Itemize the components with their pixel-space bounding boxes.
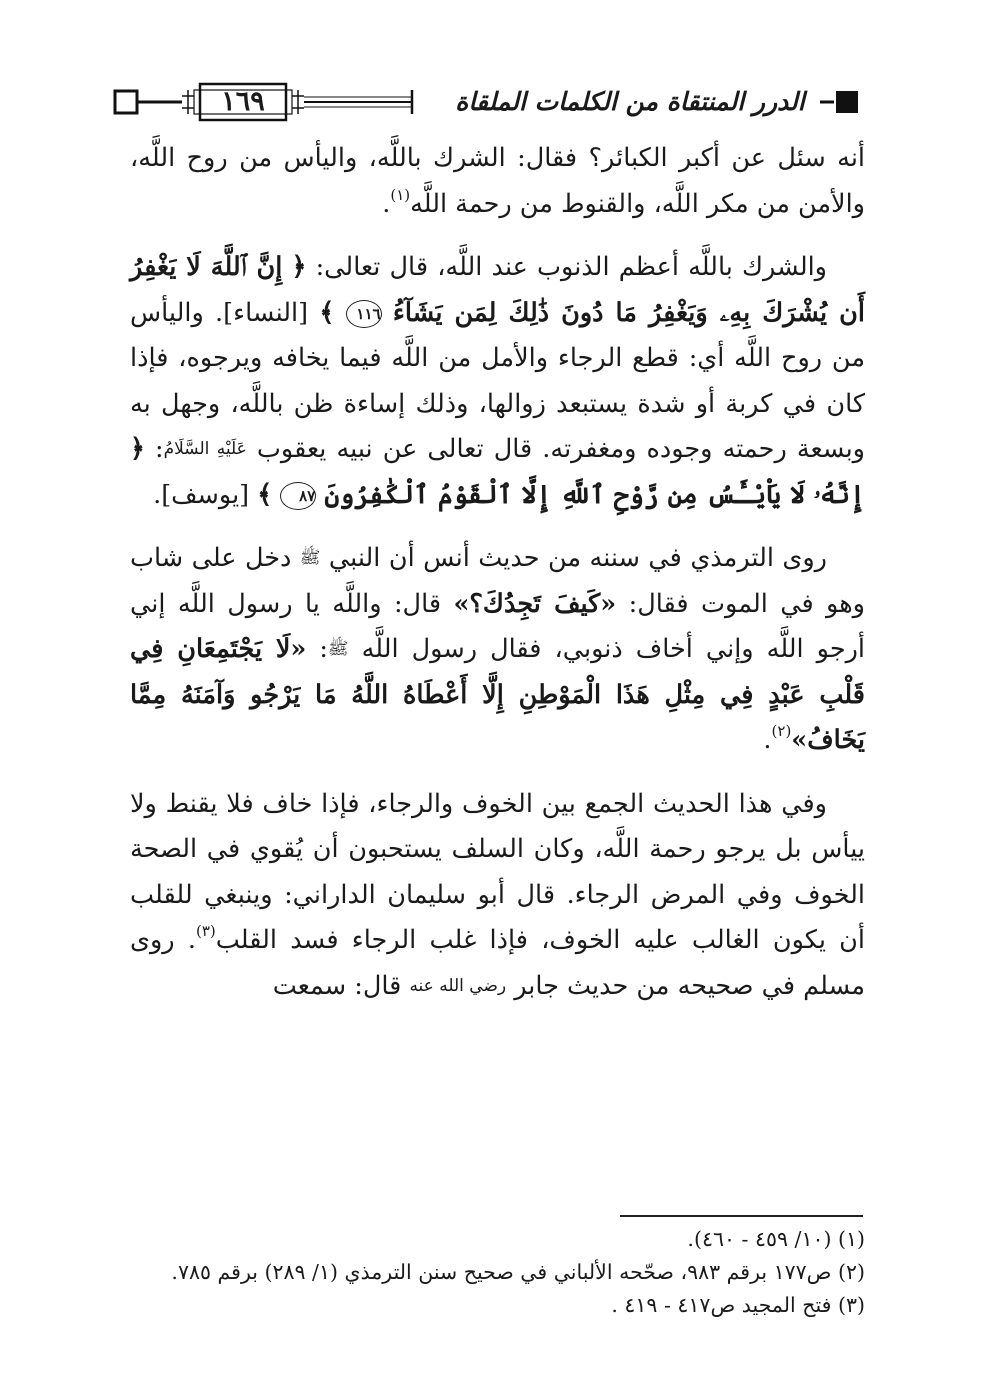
surah-name-yusuf: [يوسف] (161, 479, 250, 510)
paragraph-3-end: . (763, 725, 772, 755)
footnote-ref-3: (٣) (195, 922, 216, 940)
salawat-symbol: ﷺ (299, 548, 321, 568)
paragraph-3-text-c: قال: واللَّه يا رسول اللَّه إني أرجو اللَّه وإني أخاف ذنوبي، فقال رسول اللَّه (130, 588, 866, 664)
paragraph-2-end: . (153, 479, 162, 510)
quran-verse-open-bracket: ﴿ (291, 252, 307, 282)
paragraph-1-text: أنه سئل عن أكبر الكبائر؟ فقال: الشرك باللَّه، واليأس من روح اللَّه، والأمن من مكر اللَّه، والقنوط من رحمة اللَّه (130, 143, 865, 219)
paragraph-3 (130, 536, 865, 764)
quran-verse2-close-bracket: ﴾ (257, 479, 273, 510)
footnote-divider (620, 1215, 863, 1217)
footnote-2: (٢) ص١٧٧ برقم ٩٨٣، صحّحه الألباني في صحيح سنن الترمذي (١/ ٢٨٩) برقم ٧٨٥. (171, 1260, 865, 1284)
surah-name-nisa: [النساء] (223, 297, 309, 328)
hadith-text: «لَا يَجْتَمِعَانِ فِي قَلْبِ عَبْدٍ فِي مِثْلِ هَذَا الْمَوْطِنِ إِلَّا أَعْطَاهُ اللَّهُ مَا يَرْجُو وَآمَنَهُ مِمَّا يَخَافُ» (130, 634, 865, 755)
paragraph-1 (130, 136, 865, 227)
paragraph-2-colon: : (155, 434, 164, 464)
footnote-1: (١) (١٠/ ٤٥٩ - ٤٦٠). (687, 1227, 865, 1251)
page-number: ١٦٩ (221, 86, 265, 117)
paragraph-3-text-a: روى الترمذي في سننه من حديث أنس أن النبي (328, 543, 827, 573)
quran-verse2-open-bracket: ﴿ (130, 434, 145, 464)
ayah-number-marker-2: ٨٧ (280, 482, 316, 510)
quran-verse-close-bracket: ﴾ (319, 297, 335, 328)
footnote-ref-2: (٢) (771, 722, 792, 740)
footnote-3: (٣) فتح المجيد ص٤١٧ - ٤١٩ . (611, 1293, 865, 1317)
hadith-quote-short: «كَيفَ تَجِدُكَ؟» (453, 588, 617, 619)
footnotes (130, 1223, 865, 1322)
page-body (130, 136, 865, 1027)
paragraph-4-text-b: . روى مسلم في صحيحه من حديث جابر (130, 925, 865, 1001)
paragraph-2-text-b: . واليأس من روح اللَّه أي: قطع الرجاء والأمل من اللَّه فيما يخافه ويرجوه، فإذا كان في كربة أو شدة يستبعد زوالها، وذلك إساءة ظن باللَّه، وجهل به وبسعة رحمته وجوده ومغفرته. قال تعالى عن نبيه يعقوب (130, 297, 865, 464)
quran-verse-yusuf: إِنَّهُۥ لَا يَاْيْـَٔسُ مِن رَّوْحِ ٱللَّهِ إِلَّا ٱلْقَوْمُ ٱلْكَٰفِرُونَ (324, 479, 865, 510)
quran-verse-nisa: إِنَّ ٱللَّهَ لَا يَغْفِرُ أَن يُشْرَكَ بِهِۦ وَيَغْفِرُ مَا دُونَ ذَٰلِكَ لِمَن يَشَآءُ (130, 252, 865, 328)
running-title: الدرر المنتقاة من الكلمات الملقاة (440, 82, 820, 122)
honorific-radiya-allah: رضي الله عنه (409, 975, 507, 996)
paragraph-2 (130, 245, 865, 518)
page-header (112, 78, 860, 126)
honorific-alayhi-salam: عَلَيْهِ السَّلَامُ (163, 439, 247, 459)
paragraph-4-text-a: وفي هذا الحديث الجمع بين الخوف والرجاء، فإذا خاف فلا يقنط ولا ييأس بل يرجو رحمة اللَّه، وكان السلف يستحبون أن يُقوي في الصحة الخوف وفي المرض الرجاء. قال أبو سليمان الداراني: وينبغي للقلب أن يكون الغالب عليه الخوف، فإذا غلب الرجاء فسد القلب (130, 788, 865, 955)
paragraph-3-colon: : (319, 634, 329, 664)
salawat-symbol-2: ﷺ (328, 639, 349, 659)
paragraph-4-text-c: قال: سمعت (272, 970, 402, 1001)
paragraph-1-end: . (382, 188, 391, 219)
footnote-ref-1: (١) (390, 185, 411, 204)
paragraph-2-text-a: والشرك باللَّه أعظم الذنوب عند اللَّه، قال تعالى: (315, 252, 827, 282)
paragraph-3-text-b: دخل على شاب وهو في الموت فقال: (130, 543, 865, 619)
paragraph-4 (130, 782, 865, 1010)
ayah-number-marker: ١١٦ (346, 300, 382, 328)
